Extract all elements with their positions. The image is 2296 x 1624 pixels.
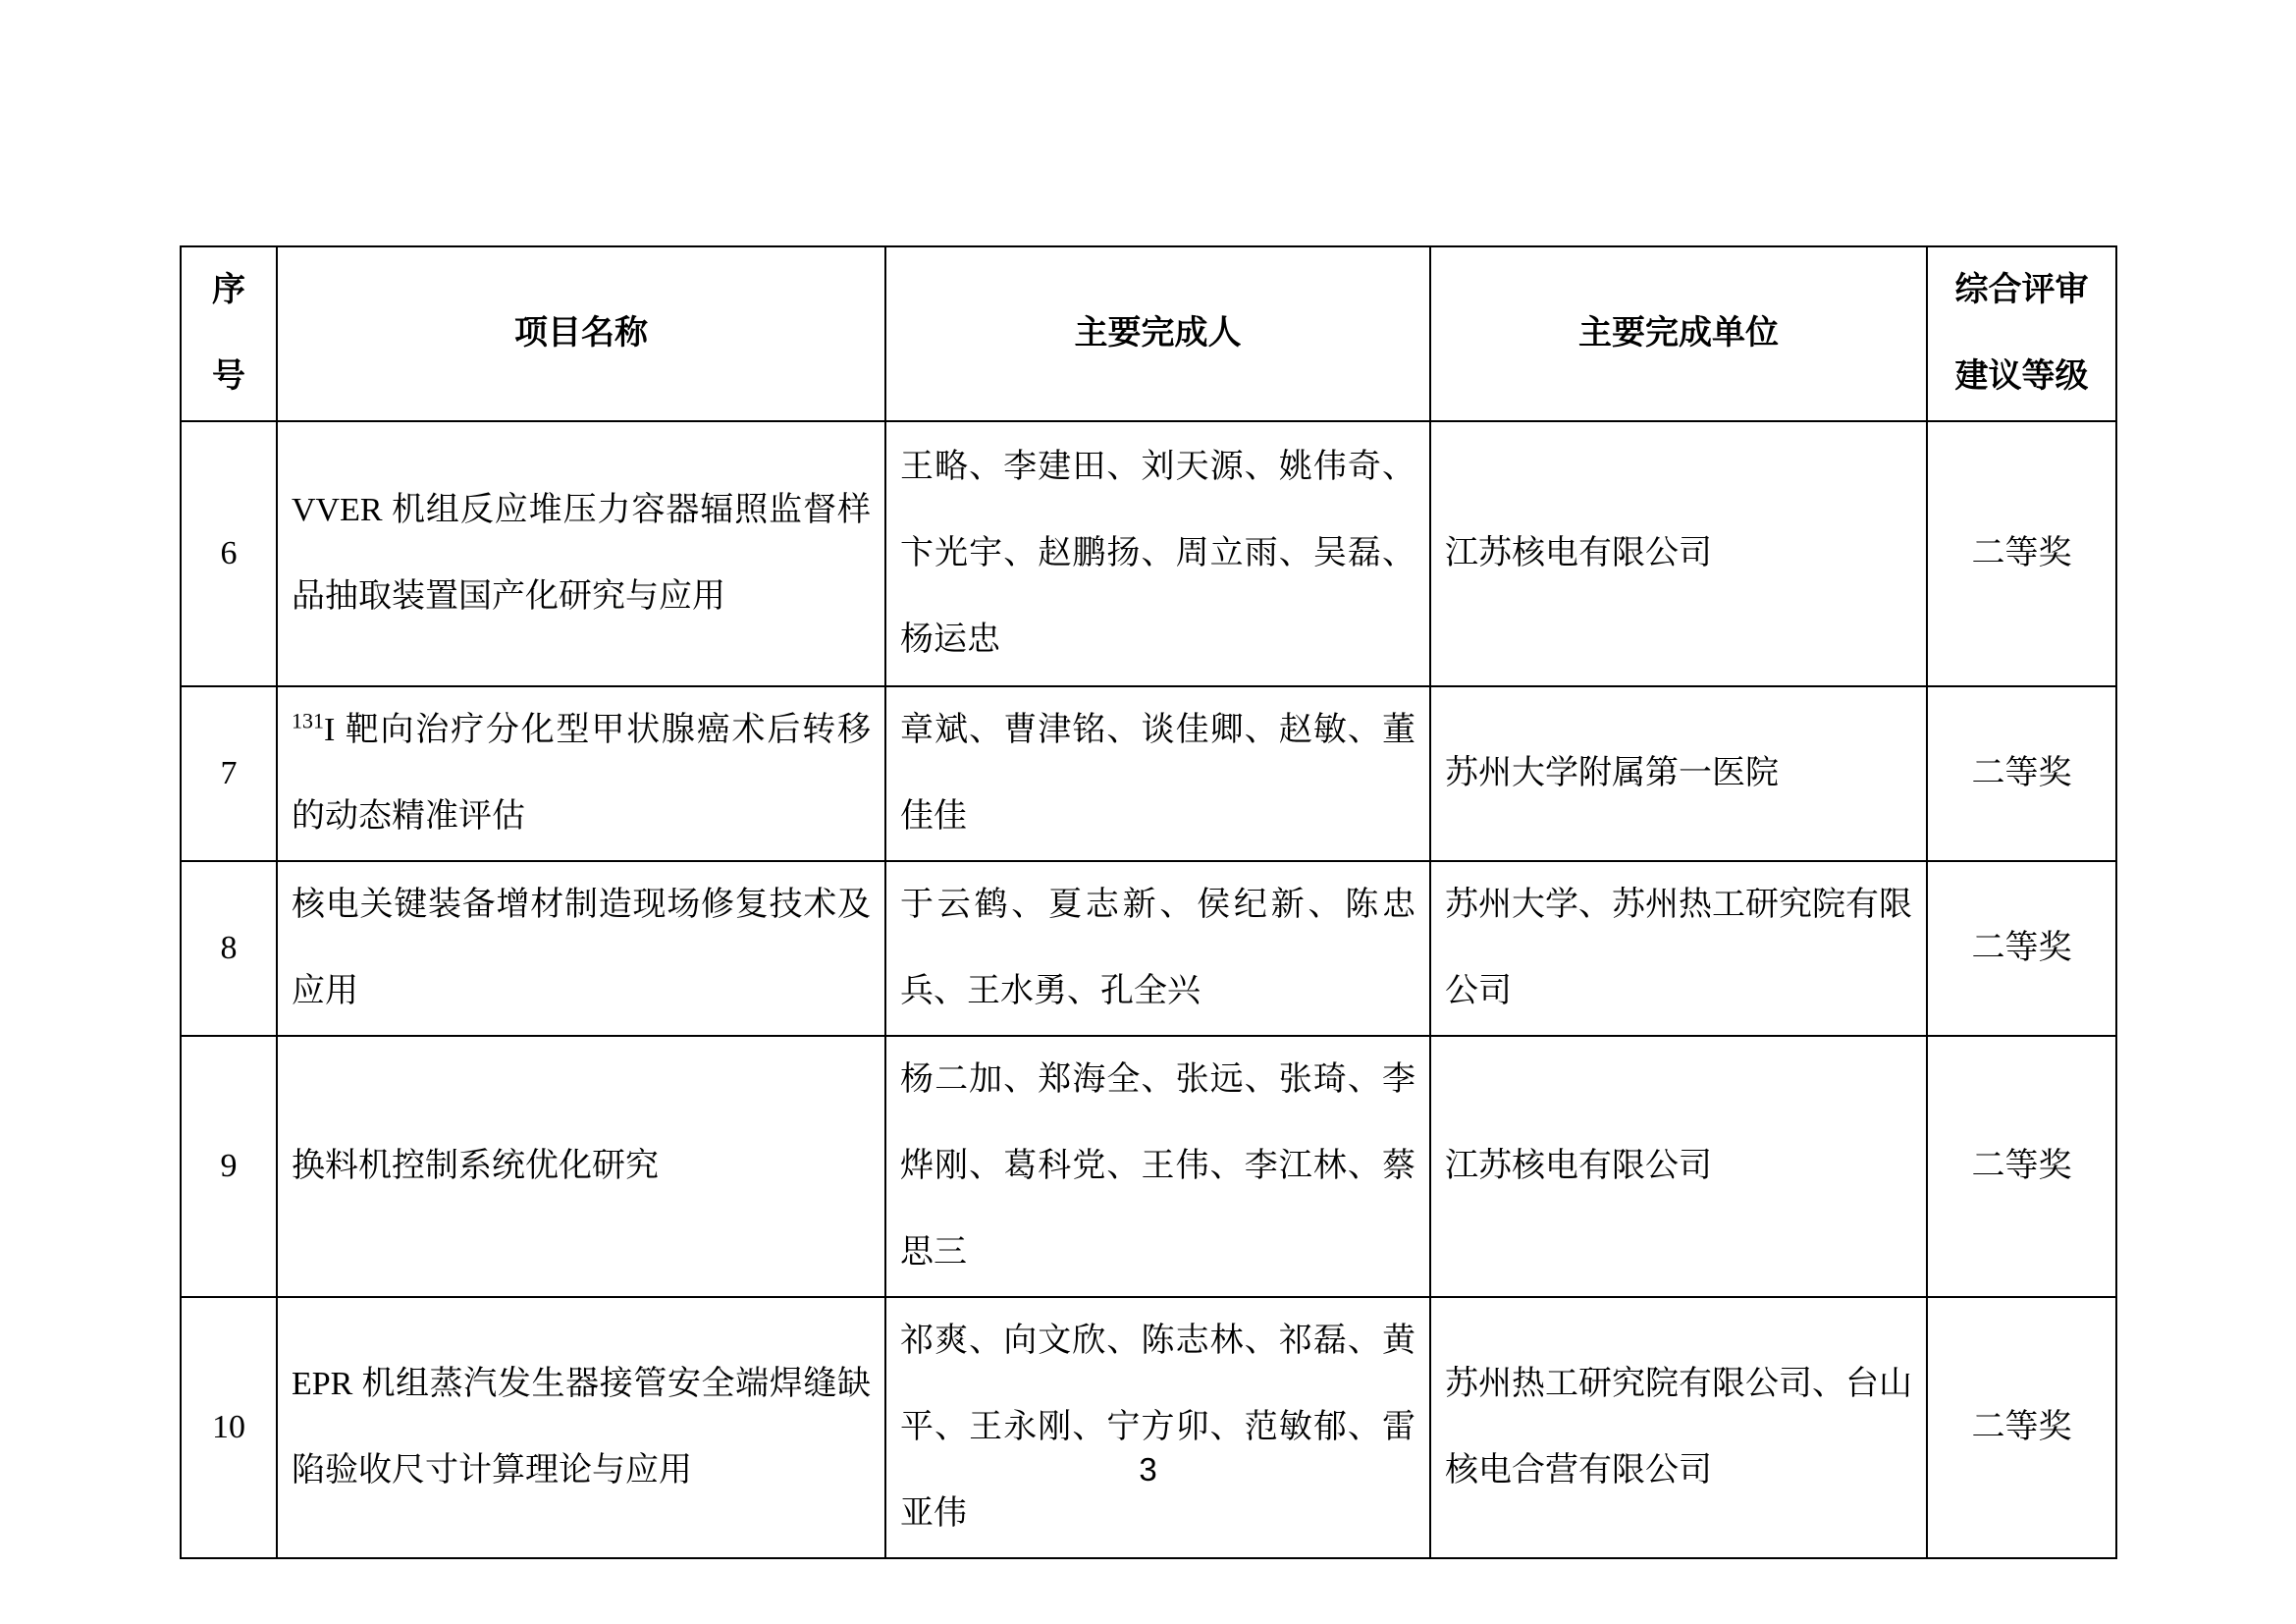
people-cell: 祁爽、向文欣、陈志林、祁磊、黄平、王永刚、宁方卯、范敏郁、雷亚伟: [885, 1297, 1430, 1558]
project-name-text: 换料机控制系统优化研究: [292, 1148, 659, 1184]
unit-cell: 苏州热工研究院有限公司、台山核电合营有限公司: [1430, 1297, 1927, 1558]
header-serial-number: [181, 246, 277, 421]
project-name-cell: [277, 421, 885, 686]
project-name-cell: [277, 1036, 885, 1297]
people-cell: 杨二加、郑海全、张远、张琦、李烨刚、葛科党、王伟、李江林、蔡思三: [885, 1036, 1430, 1297]
project-name-text: EPR 机组蒸汽发生器接管安全端焊缝缺陷验收尺寸计算理论与应用: [292, 1366, 871, 1489]
header-review-grade-line1: 综合评审: [1954, 272, 2089, 308]
table-row: [181, 686, 2116, 861]
table-header-row: [181, 246, 2116, 421]
awards-table: [180, 245, 2117, 1559]
header-review-grade-line2: 建议等级: [1954, 358, 2089, 395]
project-name-cell: [277, 1297, 885, 1558]
people-cell: 于云鹤、夏志新、侯纪新、陈忠兵、王水勇、孔全兴: [885, 861, 1430, 1036]
header-serial-number-line1: 序: [212, 272, 245, 308]
grade-cell: 二等奖: [1927, 421, 2116, 686]
unit-cell: 苏州大学、苏州热工研究院有限公司: [1430, 861, 1927, 1036]
table-row: [181, 1297, 2116, 1558]
serial-number-cell: 8: [181, 861, 277, 1036]
serial-number-cell: 10: [181, 1297, 277, 1558]
people-cell: 章斌、曹津铭、谈佳卿、赵敏、董佳佳: [885, 686, 1430, 861]
table-row: [181, 861, 2116, 1036]
header-project-name: 项目名称: [277, 246, 885, 421]
header-main-completers: 主要完成人: [885, 246, 1430, 421]
project-name-text: I 靶向治疗分化型甲状腺癌术后转移的动态精准评估: [292, 712, 871, 835]
serial-number-cell: 9: [181, 1036, 277, 1297]
grade-cell: 二等奖: [1927, 686, 2116, 861]
header-serial-number-line2: 号: [212, 358, 245, 395]
unit-cell: 苏州大学附属第一医院: [1430, 686, 1927, 861]
grade-cell: 二等奖: [1927, 1297, 2116, 1558]
project-name-text: VVER 机组反应堆压力容器辐照监督样品抽取装置国产化研究与应用: [292, 492, 871, 615]
table-row: [181, 1036, 2116, 1297]
table-row: [181, 421, 2116, 686]
serial-number-cell: 6: [181, 421, 277, 686]
project-name-text: 核电关键装备增材制造现场修复技术及应用: [292, 887, 871, 1009]
project-name-cell: [277, 861, 885, 1036]
grade-cell: 二等奖: [1927, 861, 2116, 1036]
page-number: 3: [1139, 1451, 1157, 1488]
header-review-grade: [1927, 246, 2116, 421]
isotope-superscript: 131: [292, 708, 324, 733]
unit-cell: 江苏核电有限公司: [1430, 421, 1927, 686]
grade-cell: 二等奖: [1927, 1036, 2116, 1297]
people-cell: 王略、李建田、刘天源、姚伟奇、卞光宇、赵鹏扬、周立雨、吴磊、杨运忠: [885, 421, 1430, 686]
header-main-units: 主要完成单位: [1430, 246, 1927, 421]
serial-number-cell: 7: [181, 686, 277, 861]
unit-cell: 江苏核电有限公司: [1430, 1036, 1927, 1297]
project-name-cell: [277, 686, 885, 861]
